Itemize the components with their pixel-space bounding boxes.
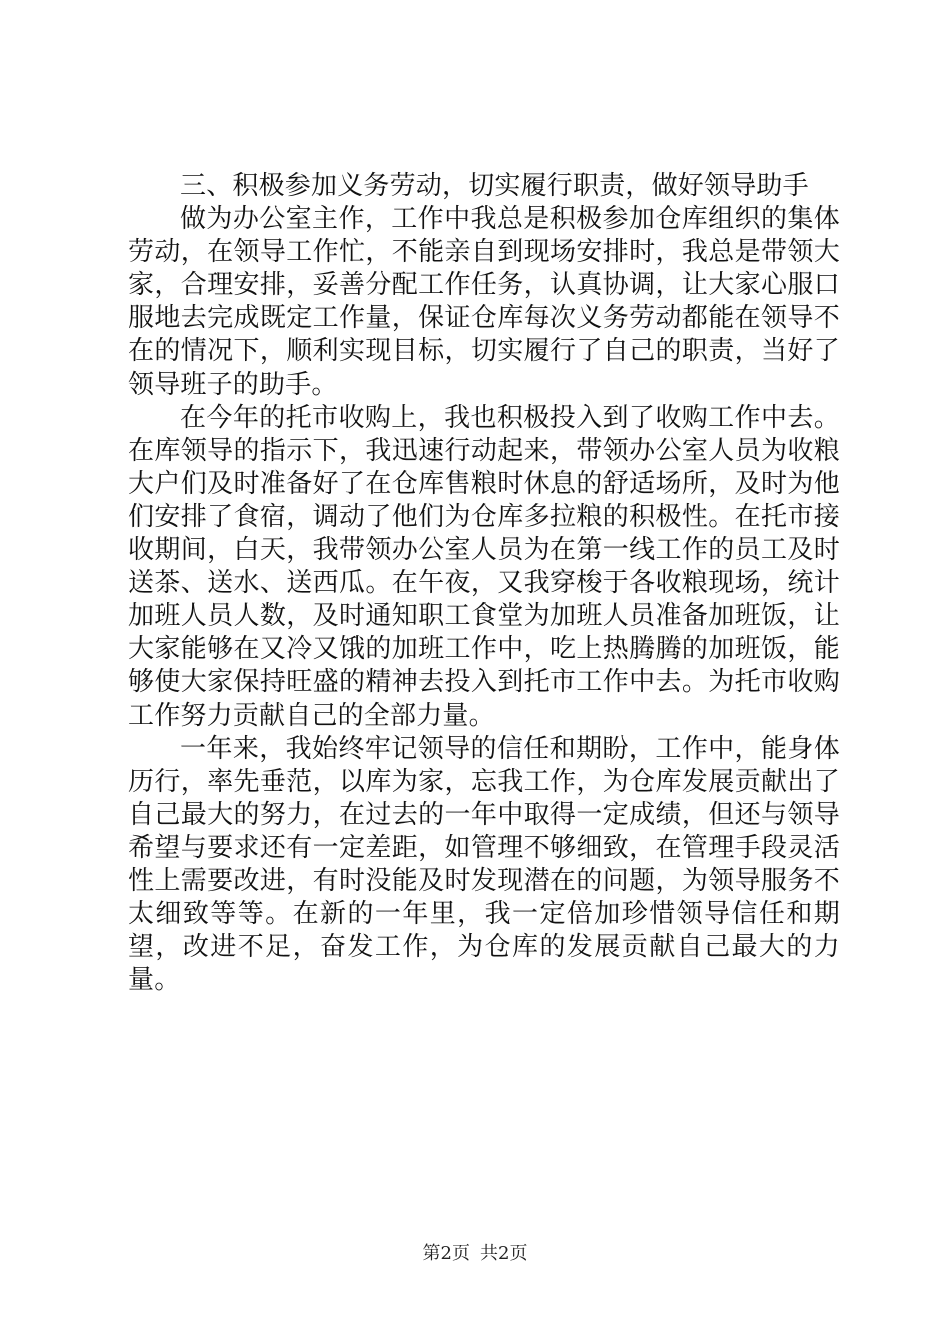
page-number: 第2页 (422, 1243, 470, 1264)
paragraph: 在今年的托市收购上，我也积极投入到了收购工作中去。在库领导的指示下，我迅速行动起来，带领办公室人员为收粮大户们及时准备好了在仓库售粮时休息的舒适场所，及时为他们安排了食宿，调动了他们为仓库多拉粮的积极性。在托市接收期间，白天，我带领办公室人员为在第一线工作的员工及时送茶、送水、送西瓜。在午夜，又我穿梭于各收粮现场，统计加班人员人数，及时通知职工食堂为加班人员准备加班饭，让大家能够在又冷又饿的加班工作中，吃上热腾腾的加班饭，能够使大家保持旺盛的精神去投入到托市工作中去。为托市收购工作努力贡献自己的全部力量。 (128, 402, 840, 731)
paragraph: 做为办公室主作，工作中我总是积极参加仓库组织的集体劳动，在领导工作忙，不能亲自到现场安排时，我总是带领大家，合理安排，妥善分配工作任务，认真协调，让大家心服口服地去完成既定工作量，保证仓库每次义务劳动都能在领导不在的情况下，顺利实现目标，切实履行了自己的职责，当好了领导班子的助手。 (128, 204, 840, 400)
document-body (128, 170, 840, 997)
paragraph: 一年来，我始终牢记领导的信任和期盼，工作中，能身体历行，率先垂范，以库为家，忘我工作，为仓库发展贡献出了自己最大的努力，在过去的一年中取得一定成绩，但还与领导希望与要求还有一定差距，如管理不够细致，在管理手段灵活性上需要改进，有时没能及时发现潜在的问题，为领导服务不太细致等等。在新的一年里，我一定倍加珍惜领导信任和期望，改进不足，奋发工作，为仓库的发展贡献自己最大的力量。 (128, 733, 840, 996)
page-footer (0, 1242, 950, 1266)
page-total: 共2页 (480, 1243, 528, 1264)
section-heading: 三、积极参加义务劳动，切实履行职责，做好领导助手 (180, 171, 809, 201)
